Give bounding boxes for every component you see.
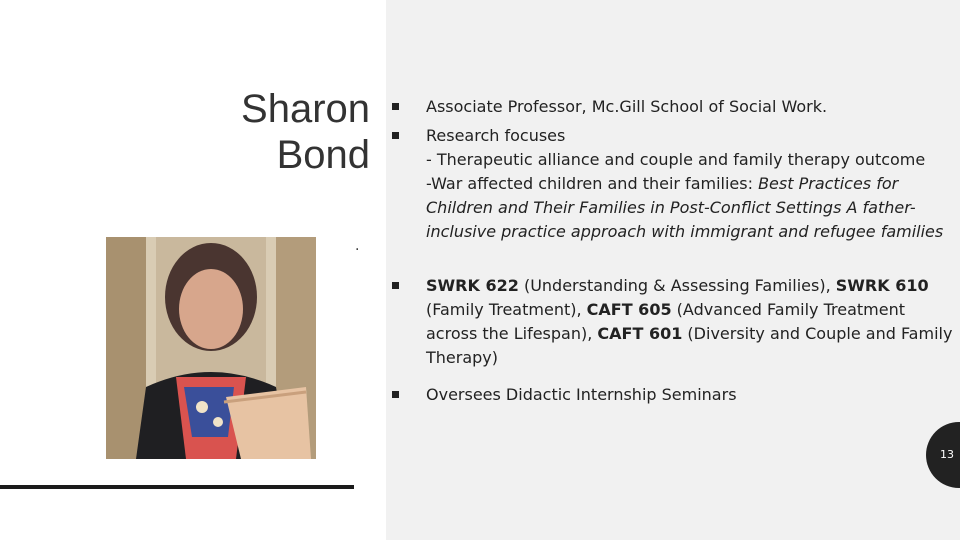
slide-number: 13 [940,448,954,461]
research-title: Research focuses [426,126,566,145]
research-prefix: -War affected children and their families: [426,174,759,193]
stray-dot: . [355,238,360,254]
course-code: SWRK 610 [835,276,929,295]
course-desc: (Family Treatment), [426,300,587,319]
name-last: Bond [276,133,370,177]
portrait-illustration [106,237,316,459]
portrait-photo [106,237,316,459]
bullet-marker [392,391,399,398]
course-code: SWRK 622 [426,276,519,295]
course-desc: (Understanding & Assessing Families), [518,276,836,295]
bullet-marker [392,103,399,110]
bullet-text: Oversees Didactic Internship Seminars [426,385,737,404]
bullet-text: Associate Professor, Mc.Gill School of Social Work. [426,97,828,116]
bullet-marker [392,282,399,289]
course-desc: (Diversity and Couple and Family Therapy) [426,324,953,367]
bullet-text [426,124,960,244]
research-line [426,172,960,244]
course-code: CAFT 601 [597,324,683,343]
name-first: Sharon [241,87,370,131]
course-desc: (Advanced Family Treatment across the Lifespan), [426,300,906,343]
presenter-name [241,86,370,178]
content-panel [386,0,960,540]
research-italic: Best Practices for Children and Their Families in Post-Conflict Settings A father-inclusive practice approach with immigrant and refugee families [426,174,944,241]
course-code: CAFT 605 [586,300,672,319]
footer-rule [0,485,354,489]
bullet-text [426,274,960,370]
bullet-marker [392,132,399,139]
research-line: - Therapeutic alliance and couple and family therapy outcome [426,150,926,169]
